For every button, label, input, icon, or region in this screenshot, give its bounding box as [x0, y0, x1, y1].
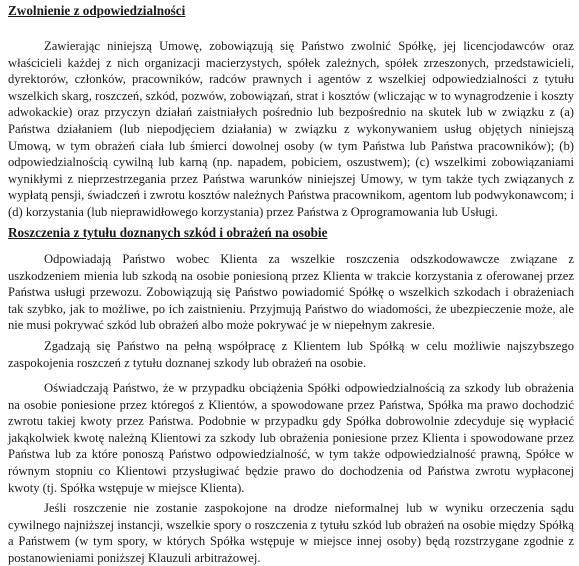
paragraph-liability-release: Zawierając niniejszą Umowę, zobowiązują się Państwo zwolnić Spółkę, jej licencjodawców oraz właścicieli każdej z nich organizacji macierzystych, spółek zależnych, spółek zrzeszonych, przedstawicieli, dyrektorów, członków, pracowników, radców prawnych i agentów z wszelkiej odpowiedzialności z tytułu wszelkich skarg, roszczeń, szkód, pozwów, zobowiązań, strat i kosztów (wliczając w to wynagrodzenie i koszty adwokackie) oraz przyczyn działań zaistniałych pośrednio lub bezpośrednio na skutek lub w związku z (a) Państwa działaniem (lub niepodjęciem działania) w związku z wykonywaniem usług objętych niniejszą Umową, w tym obrażeń ciała lub śmierci dowolnej osoby (w tym Państwa lub Państwa pracowników); (b) odpowiedzialnością cywilną lub karną (np. napadem, pobiciem, oszustwem); (c) wszelkimi zobowiązaniami wynikłymi z nieprzestrzegania przez Państwa warunków niniejszej Umowy, w tym także tych związanych z wypłatą pensji, świadczeń i zwrotu kosztów należnych Państwa pracownikom, agentom lub podwykonawcom; i (d) korzystania (lub nieprawidłowego korzystania) przez Państwa z Oprogramowania lub Usługi.	[8, 39, 574, 219]
paragraph-cooperation: Zgadzają się Państwo na pełną współpracę z Klientem lub Spółką w celu możliwie najszybszego zaspokojenia roszczeń z tytułu doznanej szkody lub obrażeń na osobie.	[8, 339, 574, 370]
paragraph-damage-responsibility: Odpowiadają Państwo wobec Klienta za wszelkie roszczenia odszkodowawcze związane z uszkodzeniem mienia lub szkodą na osobie poniesioną przez Klienta w trakcie korzystania z oferowanej przez Państwa usługi przewozu. Zobowiązują się Państwo powiadomić Spółkę o wszelkich szkodach i obrażeniach tak szybko, jak to możliwe, po ich zaistnieniu. Przyjmują Państwo do wiadomości, że ubezpieczenie może, ale nie musi pokrywać szkód lub obrażeń albo może pokrywać je w niepełnym zakresie.	[8, 252, 574, 333]
section-heading-damage-claims: Roszczenia z tytułu doznanych szkód i obrażeń na osobie	[8, 225, 328, 240]
section-heading-liability-release: Zwolnienie z odpowiedzialności	[8, 3, 186, 18]
paragraph-arbitration: Jeśli roszczenie nie zostanie zaspokojone na drodze nieformalnej lub w wyniku orzeczenia sądu cywilnego najniższej instancji, wszelkie spory o roszczenia z tytułu szkód lub obrażeń na osobie między Spółką a Państwem (w tym spory, w których Spółka wstępuje w miejsce innej osoby) będą rozstrzygane zgodnie z postanowieniami poniższej Klauzuli arbitrażowej.	[8, 501, 574, 565]
paragraph-reimbursement: Oświadczają Państwo, że w przypadku obciążenia Spółki odpowiedzialnością za szkody lub obrażenia na osobie poniesione przez któregoś z Klientów, a spowodowane przez Państwa, Spółka ma prawo dochodzić zwrotu takiej kwoty przez Państwa. Podobnie w przypadku gdy Spółka dobrowolnie zdecyduje się wypłacić jakąkolwiek kwotę należną Klientowi za szkody lub obrażenia poniesione przez Klienta i spowodowane przez Państwa lub za które ponoszą Państwo odpowiedzialność, w tym także odpowiedzialność prawną, Spółce w równym stopniu co Klientowi przysługiwać będzie prawo do dochodzenia od Państwa zwrotu wypłaconej kwoty (tj. Spółka wstępuje w miejsce Klienta).	[8, 381, 574, 495]
